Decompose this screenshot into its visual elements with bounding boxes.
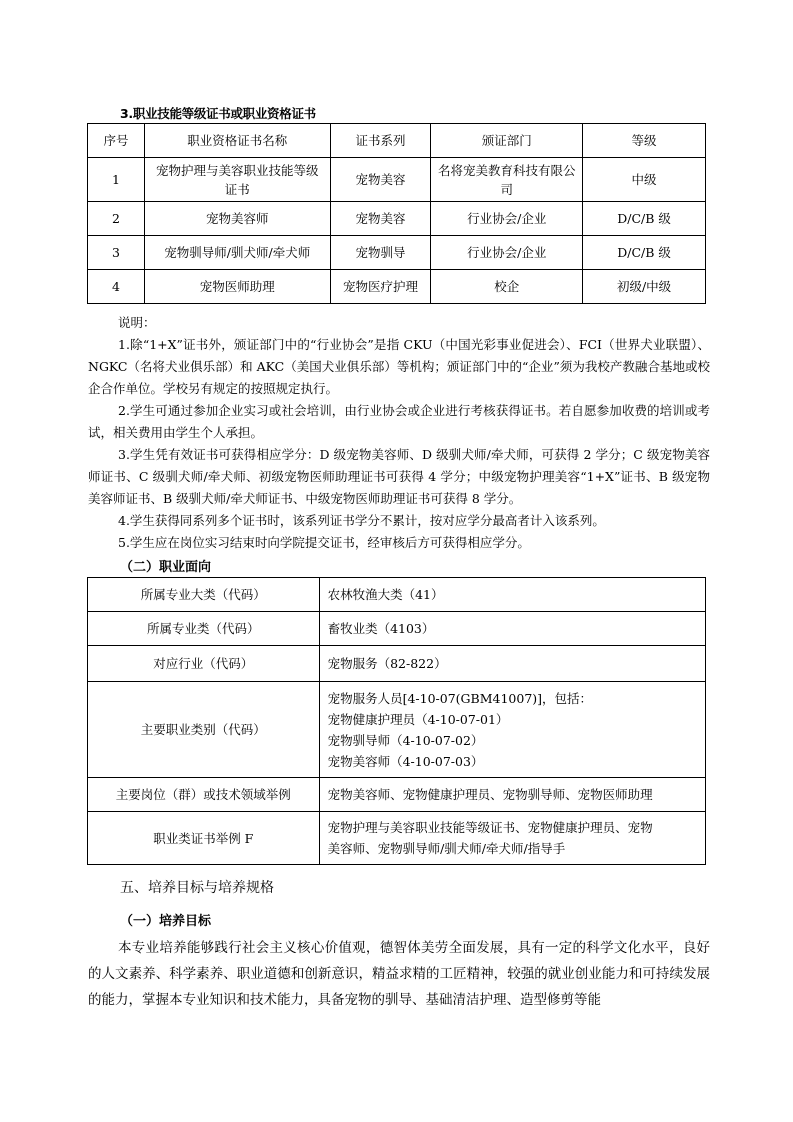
table-row	[88, 812, 706, 865]
header-cell: 序号	[88, 124, 145, 158]
table-row	[88, 236, 706, 270]
table-cell: D/C/B 级	[583, 202, 706, 236]
cert-section-title: 3.职业技能等级证书或职业资格证书	[120, 106, 316, 121]
value-line: 宠物驯导师（4-10-07-02）	[327, 732, 484, 748]
table-cell: 宠物驯导	[330, 236, 431, 270]
table-row	[88, 778, 706, 812]
value-line: 宠物美容师（4-10-07-03）	[327, 753, 484, 769]
table-row	[88, 612, 706, 646]
value-line: 宠物服务人员[4-10-07(GBM41007)]，包括：	[327, 690, 593, 706]
row-value: 宠物美容师、宠物健康护理员、宠物驯导师、宠物医师助理	[319, 778, 705, 812]
table-cell: 1	[88, 158, 145, 202]
occupation-table	[87, 577, 706, 865]
header-cell: 等级	[583, 124, 706, 158]
table-row	[88, 682, 706, 778]
row-key: 主要职业类别（代码）	[88, 682, 320, 778]
table-cell: 宠物医师助理	[144, 270, 330, 304]
header-cell: 证书系列	[330, 124, 431, 158]
header-cell: 颁证部门	[431, 124, 583, 158]
table-cell: 3	[88, 236, 145, 270]
section-five-subheading: （一）培养目标	[120, 914, 212, 929]
table-cell: 中级	[583, 158, 706, 202]
cert-table-header	[88, 124, 706, 158]
table-cell: 行业协会/企业	[431, 202, 583, 236]
table-cell: 宠物护理与美容职业技能等级证书	[144, 158, 330, 202]
table-cell: 宠物医疗护理	[330, 270, 431, 304]
notes-block	[88, 312, 710, 554]
table-row	[88, 646, 706, 682]
table-row	[88, 270, 706, 304]
row-value	[319, 682, 705, 778]
cert-table	[87, 123, 706, 304]
header-cell: 职业资格证书名称	[144, 124, 330, 158]
table-cell: D/C/B 级	[583, 236, 706, 270]
note-item: 5.学生应在岗位实习结束时向学院提交证书，经审核后方可获得相应学分。	[118, 535, 530, 550]
table-row	[88, 578, 706, 612]
table-cell: 初级/中级	[583, 270, 706, 304]
table-cell: 宠物美容师	[144, 202, 330, 236]
value-line: 美容师、宠物驯导师/驯犬师/牵犬师/指导手	[327, 841, 566, 856]
goal-paragraph: 本专业培养能够践行社会主义核心价值观，德智体美劳全面发展，具有一定的科学文化水平，良好的人文素养、科学素养、职业道德和创新意识，精益求精的工匠精神，较强的就业创业能力和可持续发展的能力，掌握本专业知识和技术能力，具备宠物的驯导、基础清洁护理、造型修剪等能	[88, 940, 710, 1008]
table-cell: 宠物美容	[330, 202, 431, 236]
table-cell: 行业协会/企业	[431, 236, 583, 270]
table-cell: 校企	[431, 270, 583, 304]
row-key: 主要岗位（群）或技术领域举例	[88, 778, 320, 812]
table-cell: 宠物美容	[330, 158, 431, 202]
table-cell: 名将宠美教育科技有限公司	[431, 158, 583, 202]
note-item: 4.学生获得同系列多个证书时，该系列证书学分不累计，按对应学分最高者计入该系列。	[118, 513, 605, 528]
row-value: 农林牧渔大类（41）	[319, 578, 705, 612]
row-value	[319, 812, 705, 865]
row-value: 畜牧业类（4103）	[319, 612, 705, 646]
row-key: 职业类证书举例 F	[88, 812, 320, 865]
table-cell: 4	[88, 270, 145, 304]
notes-label: 说明：	[118, 315, 156, 330]
section-five-heading: 五、培养目标与培养规格	[120, 880, 274, 896]
table-row	[88, 158, 706, 202]
row-key: 所属专业类（代码）	[88, 612, 320, 646]
occupation-title: （二）职业面向	[120, 560, 212, 575]
table-cell: 2	[88, 202, 145, 236]
row-value: 宠物服务（82-822）	[319, 646, 705, 682]
row-key: 对应行业（代码）	[88, 646, 320, 682]
table-cell: 宠物驯导师/驯犬师/牵犬师	[144, 236, 330, 270]
table-row	[88, 202, 706, 236]
note-item: 1.除“1+X”证书外，颁证部门中的“行业协会”是指 CKU（中国光彩事业促进会）、FCI（世界犬业联盟）、NGKC（名将犬业俱乐部）和 AKC（美国犬业俱乐部）等机构；颁证部门中的“企业”须为我校产教融合基地或校企合作单位。学校另有规定的按照规定执行。	[88, 337, 710, 396]
note-item: 2.学生可通过参加企业实习或社会培训，由行业协会或企业进行考核获得证书。若自愿参加收费的培训或考试，相关费用由学生个人承担。	[88, 403, 710, 440]
row-key: 所属专业大类（代码）	[88, 578, 320, 612]
value-line: 宠物护理与美容职业技能等级证书、宠物健康护理员、宠物	[327, 820, 653, 835]
value-line: 宠物健康护理员（4-10-07-01）	[327, 711, 509, 727]
note-item: 3.学生凭有效证书可获得相应学分：D 级宠物美容师、D 级驯犬师/牵犬师，可获得 2 学分；C 级宠物美容师证书、C 级驯犬师/牵犬师、初级宠物医师助理证书可获得 4 学分；中级宠物护理美容“1+X”证书、B 级宠物美容师证书、B 级驯犬师/牵犬师证书、中级宠物医师助理证书可获得 8 学分。	[88, 447, 710, 506]
